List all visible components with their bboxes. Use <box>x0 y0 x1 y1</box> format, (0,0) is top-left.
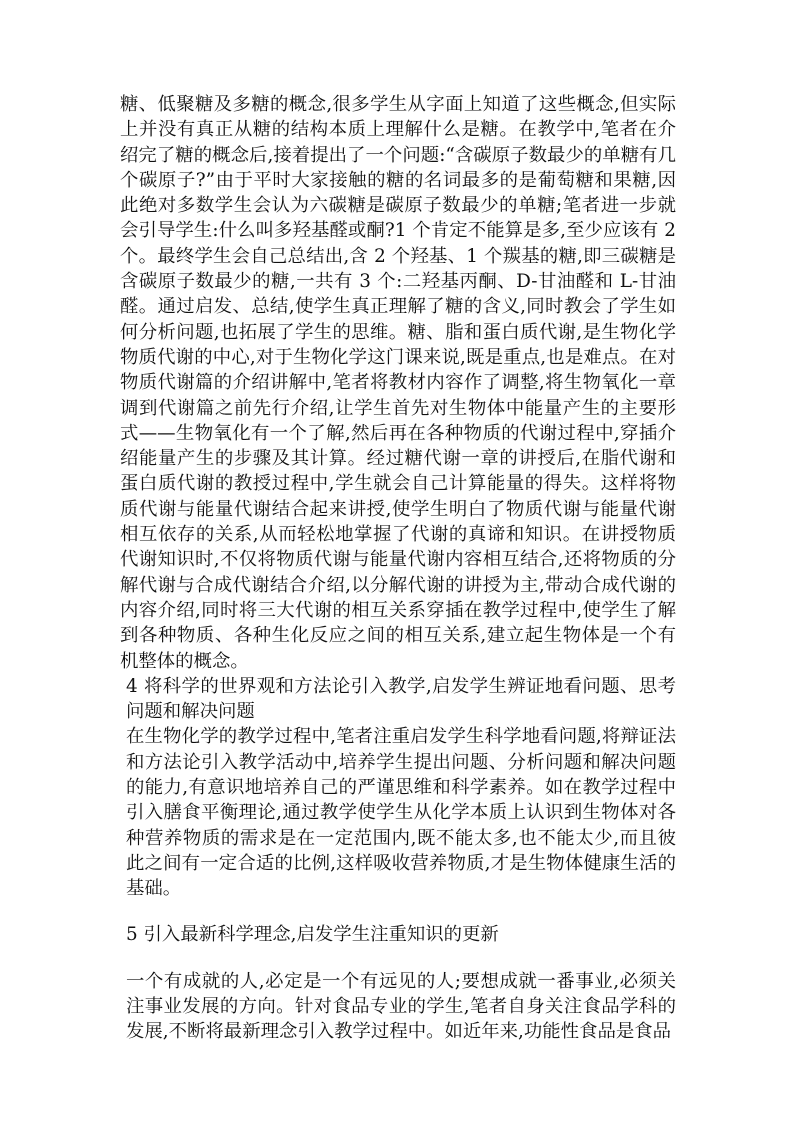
spacer <box>120 902 676 922</box>
paragraph-dialectics: 在生物化学的教学过程中,笔者注重启发学生科学地看问题,将辩证法和方法论引入教学活动中,培养学生提出问题、分析问题和解决问题的能力,有意识地培养自己的严谨思维和科学素养。如在教学过程中引入膳食平衡理论,通过教学使学生从化学本质上认识到生物体对各种营养物质的需求是在一定范围内,既不能太多,也不能太少,而且彼此之间有一定合适的比例,这样吸收营养物质,才是生物体健康生活的基础。 <box>126 726 676 900</box>
paragraph-new-concepts: 一个有成就的人,必定是一个有远见的人;要想成就一番事业,必须关注事业发展的方向。针对食品专业的学生,笔者自身关注食品学科的发展,不断将最新理念引入教学过程中。如近年来,功能性食品是食品 <box>126 970 676 1043</box>
document-body <box>120 92 676 1045</box>
paragraph-sugar-metabolism: 糖、低聚糖及多糖的概念,很多学生从字面上知道了这些概念,但实际上并没有真正从糖的结构本质上理解什么是糖。在教学中,笔者在介绍完了糖的概念后,接着提出了一个问题:“含碳原子数最少的单糖有几个碳原子?”由于平时大家接触的糖的名词最多的是葡萄糖和果糖,因此绝对多数学生会认为六碳糖是碳原子数最少的单糖;笔者进一步就会引导学生:什么叫多羟基醛或酮?1 个肯定不能算是多,至少应该有 2 个。最终学生会自己总结出,含 2 个羟基、1 个羰基的糖,即三碳糖是含碳原子数最少的糖,一共有 3 个:二羟基丙酮、D-甘油醛和 L-甘油醛。通过启发、总结,使学生真正理解了糖的含义,同时教会了学生如何分析问题,也拓展了学生的思维。糖、脂和蛋白质代谢,是生物化学物质代谢的中心,对于生物化学这门课来说,既是重点,也是难点。在对物质代谢篇的介绍讲解中,笔者将教材内容作了调整,将生物氧化一章调到代谢篇之前先行介绍,让学生首先对生物体中能量产生的主要形式——生物氧化有一个了解,然后再在各种物质的代谢过程中,穿插介绍能量产生的步骤及其计算。经过糖代谢一章的讲授后,在脂代谢和蛋白质代谢的教授过程中,学生就会自己计算能量的得失。这样将物质代谢与能量代谢结合起来讲授,使学生明白了物质代谢与能量代谢相互依存的关系,从而轻松地掌握了代谢的真谛和知识。在讲授物质代谢知识时,不仅将物质代谢与能量代谢内容相互结合,还将物质的分解代谢与合成代谢结合介绍,以分解代谢的讲授为主,带动合成代谢的内容介绍,同时将三大代谢的相互关系穿插在教学过程中,使学生了解到各种物质、各种生化反应之间的相互关系,建立起生物体是一个有机整体的概念。 <box>120 94 676 672</box>
section-heading-5: 5 引入最新科学理念,启发学生注重知识的更新 <box>126 923 499 945</box>
section-heading-4: 4 将科学的世界观和方法论引入教学,启发学生辨证地看问题、思考问题和解决问题 <box>126 675 676 723</box>
spacer <box>120 947 676 969</box>
